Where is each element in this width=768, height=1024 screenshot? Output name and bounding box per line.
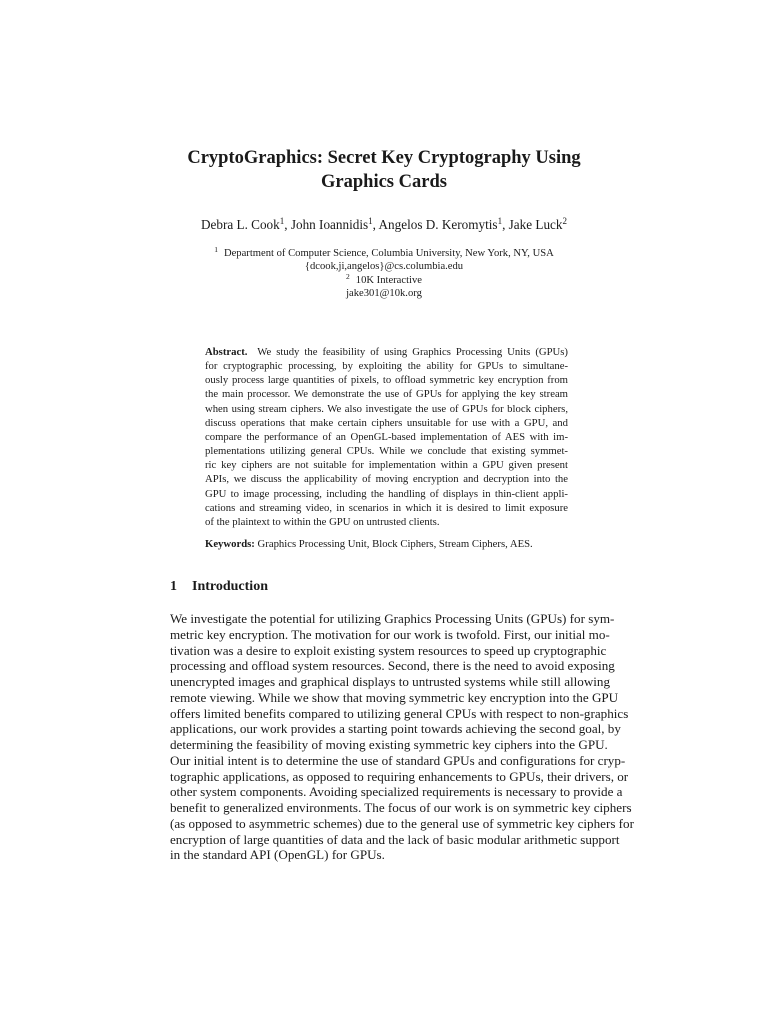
affiliation-1-email: {dcook,ji,angelos}@cs.columbia.edu xyxy=(304,261,464,273)
abstract-line: when using stream ciphers. We also investigate the use of GPUs for block ciphers, xyxy=(205,402,568,415)
body-line: metric key encryption. The motivation for our work is twofold. First, our initial mo- xyxy=(170,626,610,642)
author-affiliation-marker: 2 xyxy=(562,216,567,226)
section-heading xyxy=(170,578,268,596)
introduction-body xyxy=(170,611,634,863)
author-name: Angelos D. Keromytis xyxy=(378,217,498,232)
author-name: Debra L. Cook xyxy=(201,217,280,232)
body-line: encryption of large quantities of data and the lack of basic modular arithmetic support xyxy=(170,831,620,847)
paper-title xyxy=(120,146,648,194)
abstract-line: ously process large quantities of pixels, to offload symmetric key encryption from xyxy=(205,374,568,387)
section-title: Introduction xyxy=(192,579,268,594)
abstract-line: for cryptographic processing, by exploiting the ability for GPUs to simultane- xyxy=(205,360,568,373)
body-line: applications, our work provides a starting point towards achieving the second goal, by xyxy=(170,721,621,737)
abstract-line: cations and streaming video, in scenarios in which it is desired to limit exposure xyxy=(205,501,568,514)
abstract-line: plementations utilizing general CPUs. While we conclude that existing symmet- xyxy=(205,445,568,458)
body-line: processing and offload system resources. Second, there is the need to avoid exposing xyxy=(170,658,615,674)
author-affiliation-marker: 1 xyxy=(368,216,373,226)
affiliations xyxy=(150,247,618,301)
body-line: remote viewing. While we show that moving symmetric key encryption into the GPU xyxy=(170,689,619,705)
affiliation-2-email: jake301@10k.org xyxy=(346,288,422,300)
abstract-line: APIs, we discuss the applicability of moving encryption and decryption into the xyxy=(205,473,568,486)
body-line: determining the feasibility of moving existing symmetric key ciphers into the GPU. xyxy=(170,737,608,752)
abstract-line: GPU to image processing, including the handling of displays in thin-client appli- xyxy=(205,487,568,500)
affiliation-1 xyxy=(150,247,618,260)
abstract-line: of the plaintext to within the GPU on untrusted clients. xyxy=(205,515,440,528)
title-line-2: Graphics Cards xyxy=(321,172,447,192)
keywords-label: Keywords: xyxy=(205,538,255,550)
body-line: unencrypted images and graphical displays to untrusted systems while still allowing xyxy=(170,674,611,689)
affiliation-text: Department of Computer Science, Columbia University, New York, NY, USA xyxy=(223,248,554,259)
author-affiliation-marker: 1 xyxy=(497,216,503,226)
body-line: other system components. Avoiding specialized requirements is necessary to provide a xyxy=(170,784,623,800)
author-name: Jake Luck xyxy=(508,217,563,232)
body-line: in the standard API (OpenGL) for GPUs. xyxy=(170,847,385,863)
body-line: (as opposed to asymmetric schemes) due to the general use of symmetric key ciphers for xyxy=(170,815,634,831)
abstract-line: compare the performance of an OpenGL-based implementation of AES with im- xyxy=(205,430,568,443)
body-line: Our initial intent is to determine the use of standard GPUs and configurations for cryp- xyxy=(170,752,626,768)
affiliation-marker: 2 xyxy=(346,271,350,281)
abstract-label: Abstract. xyxy=(205,346,248,358)
section-number: 1 xyxy=(170,579,177,594)
abstract-line: discuss operations that make certain ciphers unsuitable for use with a GPU, and xyxy=(205,416,568,429)
affiliation-marker: 1 xyxy=(214,245,218,254)
keywords xyxy=(205,537,568,551)
body-line: tographic applications, as opposed to requiring enhancements to GPUs, their drivers, or xyxy=(170,768,629,784)
abstract-line: ric key ciphers are not suitable for implementation within a GPU given present xyxy=(205,459,568,472)
abstract-line: Abstract. We study the feasibility of using Graphics Processing Units (GPUs) xyxy=(205,346,568,358)
body-line: benefit to generalized environments. The focus of our work is on symmetric key ciphers xyxy=(170,800,632,815)
body-line: tivation was a desire to exploit existing system resources to speed up cryptographic xyxy=(170,642,607,658)
author-affiliation-marker: 1 xyxy=(279,216,285,226)
body-line: offers limited benefits compared to utilizing general CPUs with respect to non-graphics xyxy=(170,705,629,721)
abstract-line: the main processor. We demonstrate the use of GPUs for applying the key stream xyxy=(205,388,568,401)
affiliation-2 xyxy=(150,271,618,287)
author-name: John Ioannidis xyxy=(290,217,369,232)
author-list: Debra L. Cook$^1$, John Ioannidis$^1$, Angelos D. Keromytis$^1$, Jake Luck$^2$ xyxy=(201,216,567,232)
title-line-1: CryptoGraphics: Secret Key Cryptography Using xyxy=(187,148,581,168)
abstract xyxy=(205,345,568,529)
body-line: We investigate the potential for utilizing Graphics Processing Units (GPUs) for sym- xyxy=(170,611,615,626)
keywords-text: Graphics Processing Unit, Block Ciphers, Stream Ciphers, AES. xyxy=(257,538,533,550)
affiliation-text: 10K Interactive xyxy=(355,274,422,286)
